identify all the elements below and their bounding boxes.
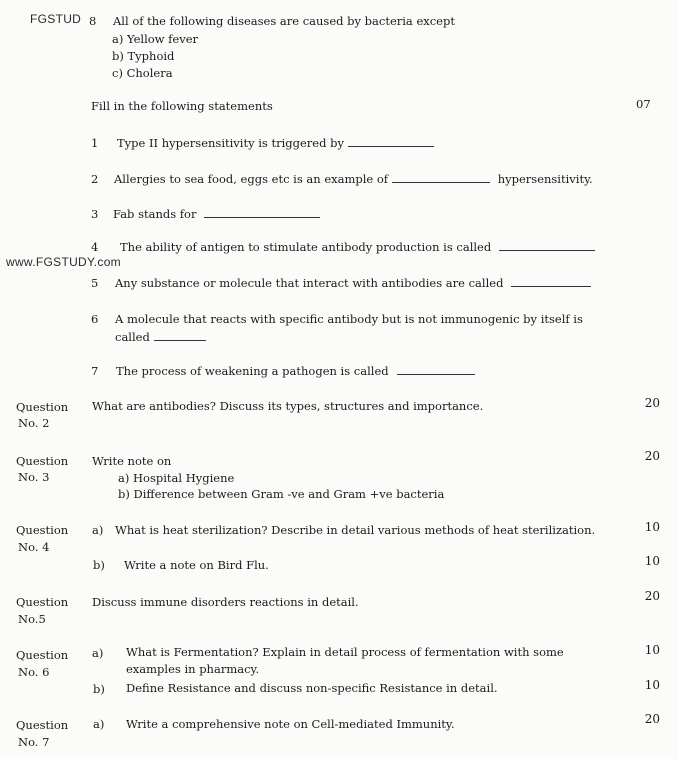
blank-line: [348, 137, 434, 147]
part-label: a): [93, 717, 105, 731]
question-marks: 20: [644, 396, 660, 410]
question-text: Write note on: [92, 454, 172, 468]
fill-item: [120, 240, 595, 255]
question-label: Question: [16, 648, 69, 662]
fill-item-text: The ability of antigen to stimulate antibody production is called: [120, 240, 492, 254]
question-label: Question: [16, 454, 69, 468]
fill-item-line2: [115, 330, 206, 345]
fill-item-text: Type II hypersensitivity is triggered by: [117, 136, 344, 150]
question-marks: 10: [644, 520, 660, 534]
fill-item-text: Fab stands for: [113, 207, 197, 221]
fill-item-text: Allergies to sea food, eggs etc is an example of: [114, 172, 389, 186]
fill-item-number: 3: [91, 207, 99, 221]
mcq-option: a) Yellow fever: [112, 32, 199, 46]
fill-item-text: A molecule that reacts with specific antibody but is not immunogenic by itself is: [115, 312, 583, 326]
question-text: What is heat sterilization? Describe in detail various methods of heat sterilization.: [115, 523, 596, 537]
blank-line: [154, 331, 206, 341]
question-number: No. 7: [18, 735, 50, 749]
question-label: Question: [16, 718, 69, 732]
fill-item-after: hypersensitivity.: [497, 172, 593, 186]
blank-line: [204, 208, 320, 218]
mcq-option: c) Cholera: [112, 66, 173, 80]
fill-item-number: 5: [91, 276, 99, 290]
question-text: What are antibodies? Discuss its types, structures and importance.: [92, 399, 484, 413]
question-text: What is Fermentation? Explain in detail process of fermentation with some: [126, 645, 564, 659]
question-label: Question: [16, 523, 69, 537]
fill-item-text: called: [115, 330, 150, 344]
watermark-middle: www.FGSTUDY.com: [6, 255, 121, 269]
question-marks: 20: [644, 449, 660, 463]
blank-line: [499, 241, 595, 251]
fill-item-number: 6: [91, 312, 99, 326]
section-marks: 07: [636, 97, 651, 111]
question-label: Question: [16, 400, 69, 414]
fill-item: [115, 276, 591, 291]
question-number: No. 3: [18, 470, 50, 484]
fill-item-number: 4: [91, 240, 99, 254]
question-label: Question: [16, 595, 69, 609]
fill-item-number: 1: [91, 136, 99, 150]
fill-item-number: 2: [91, 172, 99, 186]
question-marks: 10: [644, 643, 660, 657]
watermark-top: FGSTUD: [30, 12, 82, 26]
question-marks: 20: [644, 589, 660, 603]
blank-line: [511, 277, 591, 287]
part-label: a): [92, 523, 104, 537]
mcq-number: 8: [89, 14, 97, 28]
fill-item-text: Any substance or molecule that interact with antibodies are called: [115, 276, 504, 290]
question-sub: a) Hospital Hygiene: [118, 471, 235, 485]
part-label: b): [93, 558, 105, 572]
question-number: No. 6: [18, 665, 50, 679]
fill-item: [113, 207, 320, 222]
question-sub: b) Difference between Gram -ve and Gram +ve bacteria: [118, 487, 445, 501]
blank-line: [397, 365, 475, 375]
blank-line: [392, 173, 490, 183]
fill-item: [116, 364, 475, 379]
question-number: No. 2: [18, 416, 50, 430]
question-text: Write a note on Bird Flu.: [124, 558, 269, 572]
question-text: examples in pharmacy.: [126, 662, 260, 676]
question-text: Define Resistance and discuss non-specific Resistance in detail.: [126, 681, 498, 695]
question-number: No.5: [18, 612, 46, 626]
part-label: a): [92, 646, 104, 660]
fill-item: [117, 136, 434, 151]
question-text: Write a comprehensive note on Cell-mediated Immunity.: [126, 717, 455, 731]
question-text: Discuss immune disorders reactions in detail.: [92, 595, 359, 609]
mcq-option: b) Typhoid: [112, 49, 175, 63]
section-title: Fill in the following statements: [91, 99, 273, 113]
mcq-stem: All of the following diseases are caused by bacteria except: [113, 14, 455, 28]
part-label: b): [93, 682, 105, 696]
fill-item: [114, 172, 593, 187]
fill-item-number: 7: [91, 364, 99, 378]
question-marks: 10: [644, 554, 660, 568]
question-marks: 20: [644, 712, 660, 726]
question-marks: 10: [644, 678, 660, 692]
fill-item-text: The process of weakening a pathogen is called: [116, 364, 389, 378]
question-number: No. 4: [18, 540, 50, 554]
